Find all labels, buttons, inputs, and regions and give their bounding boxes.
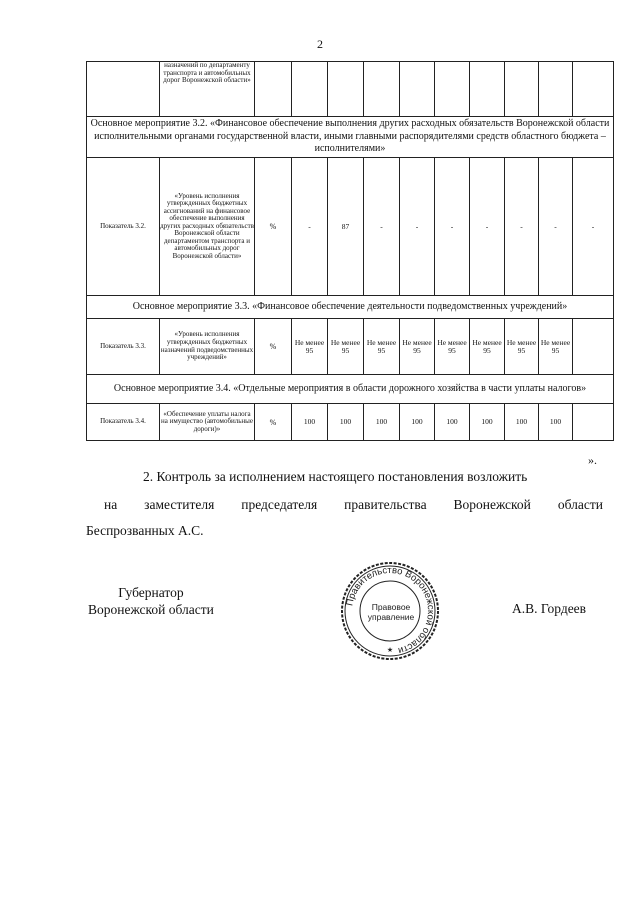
- stamp-center-line: Правовое: [371, 602, 411, 612]
- value-cell: Не менее 95: [328, 319, 364, 375]
- value-cell: -: [539, 158, 573, 296]
- word: правительства: [344, 497, 427, 512]
- unit-cell: %: [255, 319, 292, 375]
- star-icon: ★: [386, 646, 394, 654]
- value-cell: 100: [364, 404, 400, 441]
- value-cell: -: [573, 158, 614, 296]
- indicator-name-fragment: назначений по департаменту транспорта и автомобильных дорог Воронежской области»: [160, 62, 255, 117]
- table-row: [87, 404, 614, 441]
- word: заместителя: [144, 497, 215, 512]
- value-cell: -: [364, 158, 400, 296]
- signatory-title-line: Воронежской области: [88, 601, 214, 617]
- value-cell: -: [505, 158, 539, 296]
- table-row: [87, 158, 614, 296]
- value-cell: Не менее 95: [505, 319, 539, 375]
- word: председателя: [241, 497, 318, 512]
- value-cell: -: [435, 158, 470, 296]
- value-cell: 100: [400, 404, 435, 441]
- value-cell: 100: [328, 404, 364, 441]
- indicator-label: Показатель 3.2.: [87, 158, 160, 296]
- value-cell: -: [400, 158, 435, 296]
- signatory-title: [88, 585, 214, 619]
- value-cell: -: [292, 158, 328, 296]
- table-row: [87, 319, 614, 375]
- paragraph-line-1: 2. Контроль за исполнением настоящего постановления возложить: [143, 469, 528, 484]
- value-cell: Не менее 95: [364, 319, 400, 375]
- value-cell: 100: [505, 404, 539, 441]
- unit-cell: %: [255, 158, 292, 296]
- signatory-name: А.В. Гордеев: [512, 601, 587, 616]
- section-heading-3-4: Основное мероприятие 3.4. «Отдельные мероприятия в области дорожного хозяйства в части уплаты налогов»: [87, 375, 614, 404]
- section-row: [87, 296, 614, 319]
- value-cell: Не менее 95: [435, 319, 470, 375]
- value-cell: Не менее 95: [292, 319, 328, 375]
- value-cell: [573, 319, 614, 375]
- table-row: [87, 62, 614, 117]
- value-cell: Не менее 95: [400, 319, 435, 375]
- signatory-title-line: Губернатор: [118, 585, 184, 600]
- indicator-label: Показатель 3.3.: [87, 319, 160, 375]
- indicator-name: «Уровень исполнения утвержденных бюджетных ассигнований на финансовое обеспечение выполнения других расходных обязательств Воронежской области департаментом транспорта и автомобильных дорог Воронежской области»: [160, 158, 255, 296]
- paragraph-line-3: Беспрозванных А.С.: [86, 523, 204, 538]
- indicator-name: «Обеспечение уплаты налога на имущество (автомобильные дороги)»: [160, 404, 255, 441]
- official-stamp: [340, 561, 440, 661]
- word: на: [104, 497, 118, 512]
- value-cell: 100: [435, 404, 470, 441]
- indicator-name: «Уровень исполнения утвержденных бюджетных назначений подведомственных учреждений»: [160, 319, 255, 375]
- page-number: 2: [317, 37, 323, 51]
- section-heading-3-2: Основное мероприятие 3.2. «Финансовое обеспечение выполнения других расходных обязательств Воронежской области исполнительными органами государственной власти, иными главными распорядителями средств областного бюджета – исполнителями»: [87, 117, 614, 158]
- stamp-ring-text: Правительство Воронежской области: [344, 564, 437, 657]
- word: Воронежской: [453, 497, 531, 512]
- value-cell: [573, 404, 614, 441]
- value-cell: Не менее 95: [539, 319, 573, 375]
- closing-quote-mark: ».: [588, 453, 597, 467]
- unit-cell: %: [255, 404, 292, 441]
- value-cell: 100: [539, 404, 573, 441]
- stamp-center-line: управление: [367, 612, 415, 622]
- paragraph-line-2: [104, 497, 603, 513]
- label-cell: [87, 62, 160, 117]
- word: области: [557, 497, 603, 512]
- value-cell: 100: [470, 404, 505, 441]
- indicator-label: Показатель 3.4.: [87, 404, 160, 441]
- section-row: [87, 117, 614, 158]
- value-cell: -: [470, 158, 505, 296]
- section-heading-3-3: Основное мероприятие 3.3. «Финансовое обеспечение деятельности подведомственных учреждений»: [87, 296, 614, 319]
- section-row: [87, 375, 614, 404]
- indicators-table: [86, 61, 614, 441]
- value-cell: 87: [328, 158, 364, 296]
- value-cell: Не менее 95: [470, 319, 505, 375]
- value-cell: 100: [292, 404, 328, 441]
